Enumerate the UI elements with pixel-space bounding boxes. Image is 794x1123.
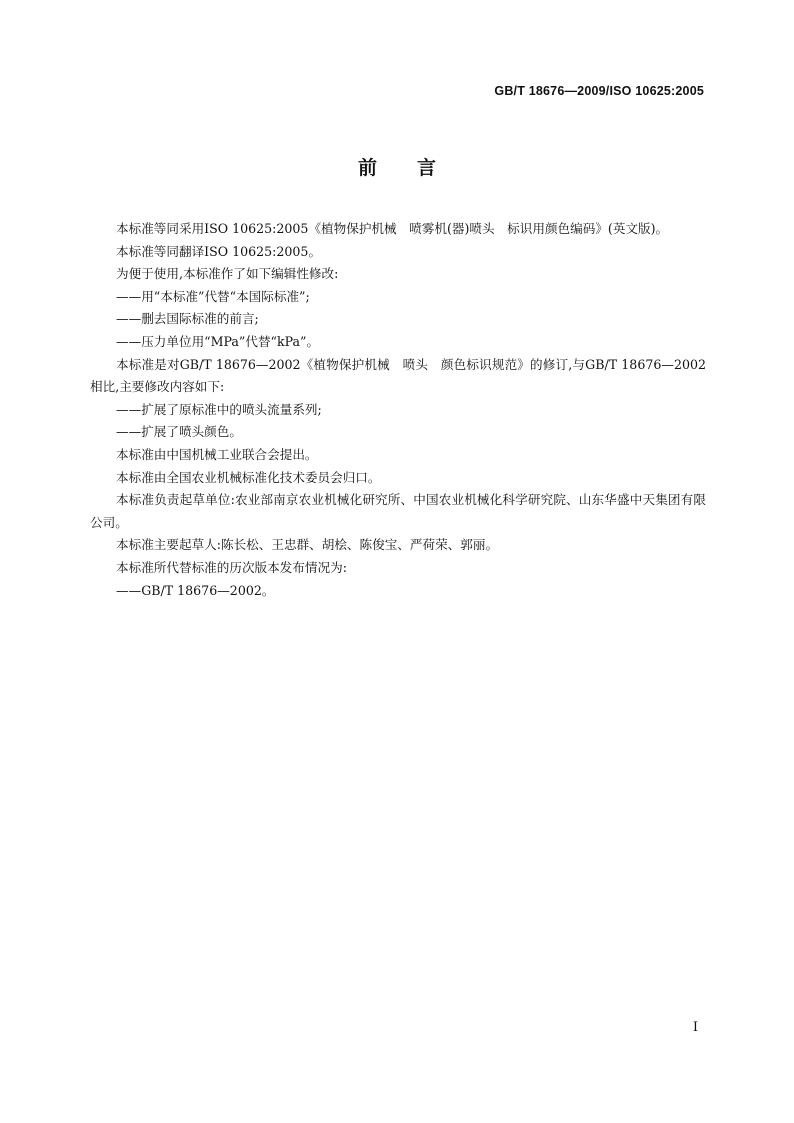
- paragraph: 本标准所代替标准的历次版本发布情况为:: [116, 559, 347, 575]
- list-item: ——压力单位用“MPa”代替“kPa”。: [116, 333, 320, 349]
- list-item: ——扩展了喷头颜色。: [116, 424, 242, 440]
- list-item: ——删去国际标准的前言;: [116, 311, 259, 327]
- page-number: I: [692, 1020, 698, 1035]
- paragraph: 本标准负责起草单位:农业部南京农业机械化研究所、中国农业机械化科学研究院、山东华盛中天集团有限公司。: [90, 492, 706, 530]
- standard-number-header: GB/T 18676—2009/ISO 10625:2005: [494, 84, 704, 98]
- foreword-body: [90, 218, 706, 602]
- paragraph: 本标准主要起草人:陈长松、王忠群、胡桧、陈俊宝、严荷荣、郭丽。: [116, 537, 499, 553]
- page-title: 前言: [357, 157, 476, 179]
- paragraph: 本标准由全国农业机械标准化技术委员会归口。: [116, 469, 381, 485]
- paragraph: 本标准等同翻译ISO 10625:2005。: [116, 243, 322, 259]
- list-item: ——扩展了原标准中的喷头流量系列;: [116, 401, 322, 417]
- paragraph: 本标准是对GB/T 18676—2002《植物保护机械 喷头 颜色标识规范》的修订,与GB/T 18676—2002相比,主要修改内容如下:: [90, 356, 706, 395]
- list-item: ——用“本标准”代替“本国际标准”;: [116, 288, 310, 304]
- paragraph: 本标准由中国机械工业联合会提出。: [116, 446, 318, 462]
- paragraph: 为便于使用,本标准作了如下编辑性修改:: [116, 266, 339, 282]
- paragraph: 本标准等同采用ISO 10625:2005《植物保护机械 喷雾机(器)喷头 标识用颜色编码》(英文版)。: [116, 221, 669, 236]
- list-item: ——GB/T 18676—2002。: [116, 582, 275, 598]
